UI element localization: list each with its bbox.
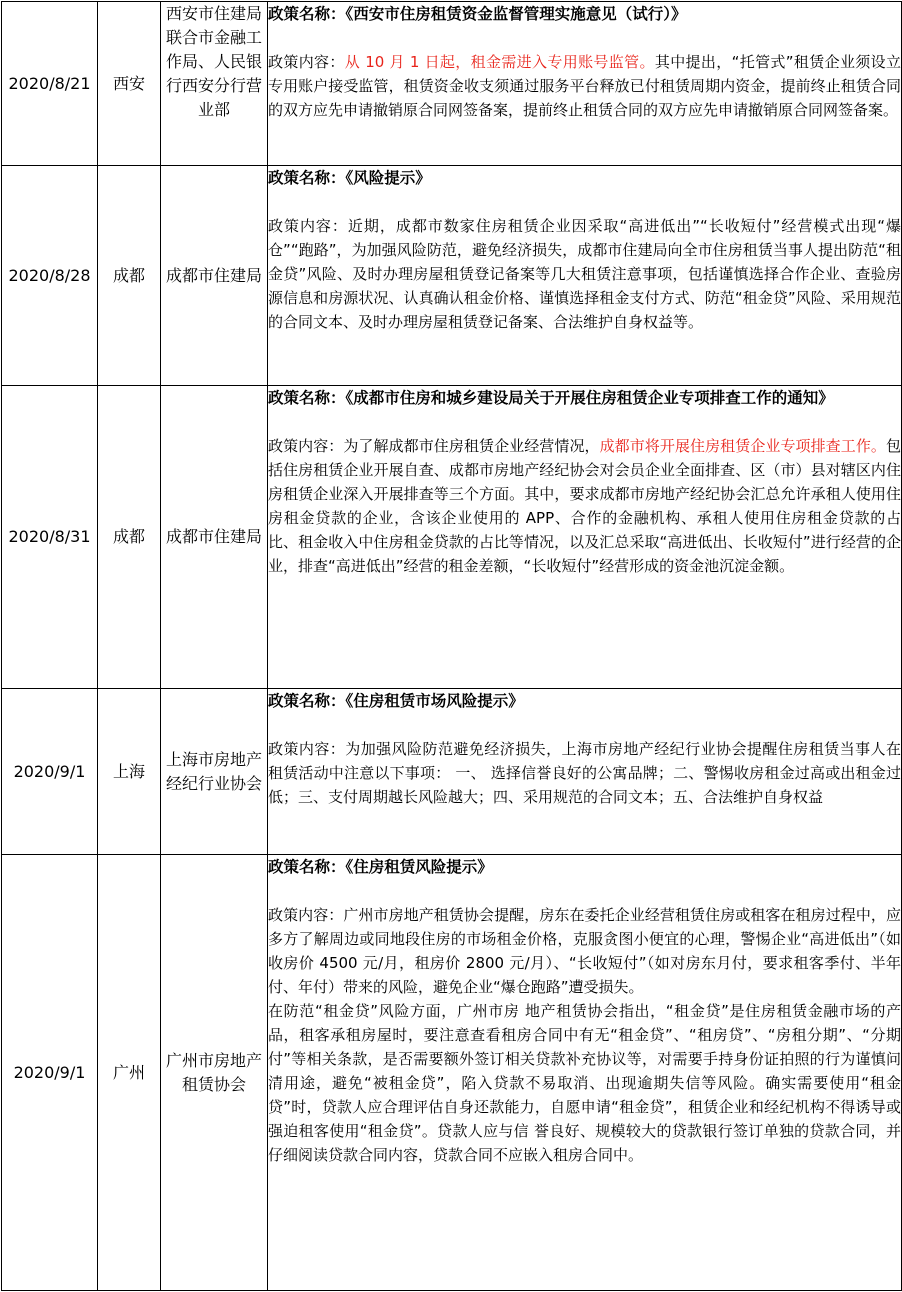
issuer-cell: 成都市住建局	[161, 166, 268, 386]
issuer-cell: 成都市住建局	[161, 386, 268, 689]
table-row	[2, 166, 902, 386]
city-cell: 成都	[98, 166, 161, 386]
policy-title: 政策名称：《住房租赁风险提示》	[268, 858, 493, 876]
date-cell: 2020/8/21	[2, 2, 98, 166]
policy-highlight: 从 10 月 1 日起，租金需进入专用账号监管。	[344, 53, 655, 71]
policy-content: 政策内容：从 10 月 1 日起，租金需进入专用账号监管。其中提出，“托管式”租赁企业须设立专用账户接受监管，租赁资金收支须通过服务平台释放已付租赁周期内资金，提前终止租赁合同的双方应先申请撤销原合同网签备案，提前终止租赁合同的双方应先申请撤销原合同网签备案。	[268, 53, 901, 119]
policy-title: 政策名称：《西安市住房租赁资金监督管理实施意见（试行）》	[268, 5, 687, 23]
table-row	[2, 386, 902, 689]
city-cell: 广州	[98, 855, 161, 1291]
policy-content: 政策内容：为加强风险防范避免经济损失，上海市房地产经纪行业协会提醒住房租赁当事人在 租赁活动中注意以下事项： 一、 选择信誉良好的公寓品牌；二、警惕收房租金过高或出租金过低；三、支付周期越长风险越大；四、采用规范的合同文本；五、合法维护自身权益	[268, 740, 901, 806]
policy-content-cell	[268, 386, 902, 689]
policy-content: 政策内容：近期，成都市数家住房租赁企业因采取“高进低出”“长收短付”经营模式出现“爆仓”“跑路”，为加强风险防范，避免经济损失，成都市住建局向全市住房租赁当事人提出防范“租金贷”风险、及时办理房屋租赁登记备案等几大租赁注意事项，包括谨慎选择合作企业、查验房源信息和房源状况、认真确认租金价格、谨慎选择租金支付方式、防范“租金贷”风险、采用规范的合同文本、及时办理房屋租赁登记备案、合法维护自身权益等。	[268, 217, 901, 331]
policy-content-cell	[268, 689, 902, 855]
date-cell: 2020/8/31	[2, 386, 98, 689]
policy-content-cell	[268, 2, 902, 166]
table-row	[2, 689, 902, 855]
table-row	[2, 2, 902, 166]
policy-content-extra: 在防范“租金贷”风险方面，广州市房 地产租赁协会指出，“租金贷”是住房租赁金融市场的产品，租客承租房屋时，要注意查看租房合同中有无“租金贷”、“租房贷”、“房租分期”、“分期付”等相关条款，是否需要额外签订相关贷款补充协议等，对需要手持身份证拍照的行为谨慎问清用途，避免“被租金贷”，陷入贷款不易取消、出现逾期失信等风险。确实需要使用“租金贷”时，贷款人应合理评估自身还款能力，自愿申请“租金贷”，租赁企业和经纪机构不得诱导或强迫租客使用“租金贷”。贷款人应与信 誉良好、规模较大的贷款银行签订单独的贷款合同，并仔细阅读贷款合同内容，贷款合同不应嵌入租房合同中。	[268, 1002, 901, 1164]
policy-title: 政策名称：《住房租赁市场风险提示》	[268, 692, 524, 710]
issuer-cell: 西安市住建局联合市金融工作局、人民银行西安分行营业部	[161, 2, 268, 166]
policy-content-cell	[268, 166, 902, 386]
policy-highlight: 成都市将开展住房租赁企业专项排查工作。	[599, 437, 886, 455]
policy-title: 政策名称：《风险提示》	[268, 169, 431, 187]
policy-title: 政策名称：《成都市住房和城乡建设局关于开展住房租赁企业专项排查工作的通知》	[268, 389, 834, 407]
table-row	[2, 855, 902, 1291]
policy-content: 政策内容：为了解成都市住房租赁企业经营情况，成都市将开展住房租赁企业专项排查工作。包括住房租赁企业开展自查、成都市房地产经纪协会对会员企业全面排查、区（市）县对辖区内住房租赁企业深入开展排查等三个方面。其中，要求成都市房地产经纪协会汇总允许承租人使用住房租金贷款的企业，含该企业使用的 APP、合作的金融机构、承租人使用住房租金贷款的占比、租金收入中住房租金贷款的占比等情况，以及汇总采取“高进低出、长收短付”进行经营的企业，排查“高进低出”经营的租金差额，“长收短付”经营形成的资金池沉淀金额。	[268, 437, 901, 575]
date-cell: 2020/9/1	[2, 689, 98, 855]
city-cell: 成都	[98, 386, 161, 689]
city-cell: 西安	[98, 2, 161, 166]
issuer-cell: 上海市房地产经纪行业协会	[161, 689, 268, 855]
date-cell: 2020/8/28	[2, 166, 98, 386]
city-cell: 上海	[98, 689, 161, 855]
issuer-cell: 广州市房地产租赁协会	[161, 855, 268, 1291]
policy-content: 政策内容：广州市房地产租赁协会提醒，房东在委托企业经营租赁住房或租客在租房过程中，应多方了解周边或同地段住房的市场租金价格，克服贪图小便宜的心理，警惕企业“高进低出”（如收房价 4500 元/月，租房价 2800 元/月）、“长收短付”（如对房东月付，要求租客季付、半年付、年付）带来的风险，避免企业“爆仓跑路”遭受损失。	[268, 906, 901, 996]
policy-content-cell	[268, 855, 902, 1291]
policy-table	[1, 1, 902, 1291]
date-cell: 2020/9/1	[2, 855, 98, 1291]
